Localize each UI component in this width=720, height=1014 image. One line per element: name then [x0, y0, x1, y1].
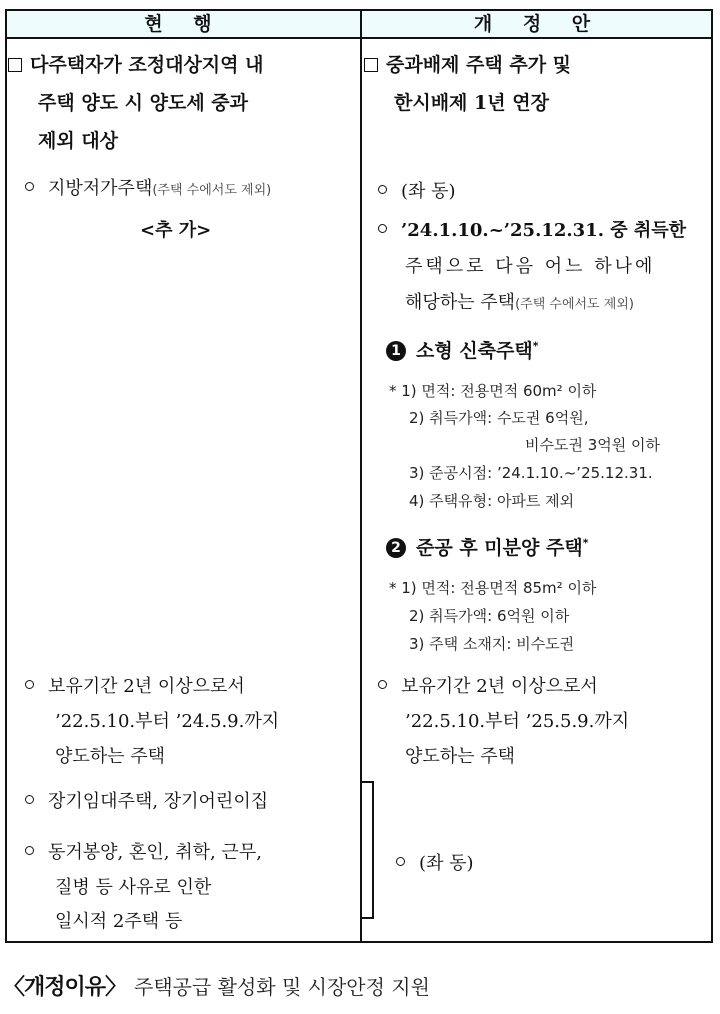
right-item-acquired-line-1: ’24.1.10.~’25.12.31. 중 취득한 [378, 216, 686, 242]
left-item-temporary-line-2: 질병 등 사유로 인한 [55, 877, 212, 898]
header-current: 현 행 [144, 13, 224, 35]
right-title-line-1: 중과배제 주택 추가 및 [364, 50, 571, 77]
sub1-detail-2b: 비수도권 3억원 이하 [525, 436, 661, 454]
bullet-circle-icon [25, 846, 34, 855]
sub2-detail-3: 3) 주택 소재지: 비수도권 [409, 635, 575, 653]
sub1-detail-1: * 1) 면적: 전용면적 60m² 이하 [389, 382, 597, 400]
revision-reason-text: 주택공급 활성화 및 시장안정 지원 [134, 975, 430, 999]
sub1-detail-3: 3) 준공시점: ’24.1.10.~’25.12.31. [409, 464, 653, 482]
left-item-temporary-line-1: 동거봉양, 혼인, 취학, 근무, [25, 838, 262, 864]
bullet-circle-icon [25, 182, 34, 191]
left-item-long-term-rental: 장기임대주택, 장기어린이집 [25, 787, 268, 813]
revision-reason-label: 〈개정이유〉 [3, 975, 127, 1000]
bullet-circle-icon [378, 224, 387, 233]
left-title-line-3: 제외 대상 [38, 130, 119, 152]
right-item-acquired-line-3: 해당하는 주택(주택 수에서도 제외) [405, 292, 634, 313]
header-revised: 개 정 안 [473, 13, 603, 35]
sub1-detail-4: 4) 주택유형: 아파트 제외 [409, 492, 575, 510]
right-item-holding-line-2: ’22.5.10.부터 ’25.5.9.까지 [405, 711, 630, 732]
sub2-title: 2 준공 후 미분양 주택* [386, 533, 588, 560]
number-2-badge-icon: 2 [386, 538, 406, 558]
left-item-temporary-line-3: 일시적 2주택 등 [55, 911, 183, 932]
sub1-detail-2: 2) 취득가액: 수도권 6억원, [409, 409, 589, 427]
bullet-circle-icon [378, 680, 387, 689]
bullet-circle-icon [25, 680, 34, 689]
bracket-divider [360, 781, 374, 919]
right-item-acquired-line-2: 주택으로 다음 어느 하나에 [405, 256, 656, 277]
number-1-badge-icon: 1 [386, 341, 406, 361]
bullet-circle-icon [378, 185, 387, 194]
revision-reason [3, 970, 430, 1001]
left-item-holding-line-1: 보유기간 2년 이상으로서 [25, 672, 245, 698]
right-item-holding-line-3: 양도하는 주택 [405, 746, 516, 767]
right-title-line-2: 한시배제 1년 연장 [394, 92, 549, 114]
sub2-detail-2: 2) 취득가액: 6억원 이하 [409, 607, 570, 625]
bullet-circle-icon [396, 857, 405, 866]
left-item-holding-line-2: ’22.5.10.부터 ’24.5.9.까지 [55, 711, 280, 732]
left-item-local-low-price: 지방저가주택(주택 수에서도 제외) [25, 174, 271, 200]
right-item-same: (좌 동) [378, 177, 456, 203]
checkbox-square-icon [8, 58, 22, 72]
sub1-title: 1 소형 신축주택* [386, 336, 539, 363]
checkbox-square-icon [364, 58, 378, 72]
sub2-detail-1: * 1) 면적: 전용면적 85m² 이하 [389, 579, 597, 597]
right-item-holding-line-1: 보유기간 2년 이상으로서 [378, 672, 598, 698]
bullet-circle-icon [25, 795, 34, 804]
table-header [7, 11, 711, 39]
left-add-label: <추 가> [140, 220, 212, 241]
left-title-line-2: 주택 양도 시 양도세 중과 [38, 92, 248, 114]
right-item-same-2: (좌 동) [396, 849, 474, 875]
left-title-line-1: 다주택자가 조정대상지역 내 [8, 50, 263, 77]
left-item-holding-line-3: 양도하는 주택 [55, 746, 166, 767]
